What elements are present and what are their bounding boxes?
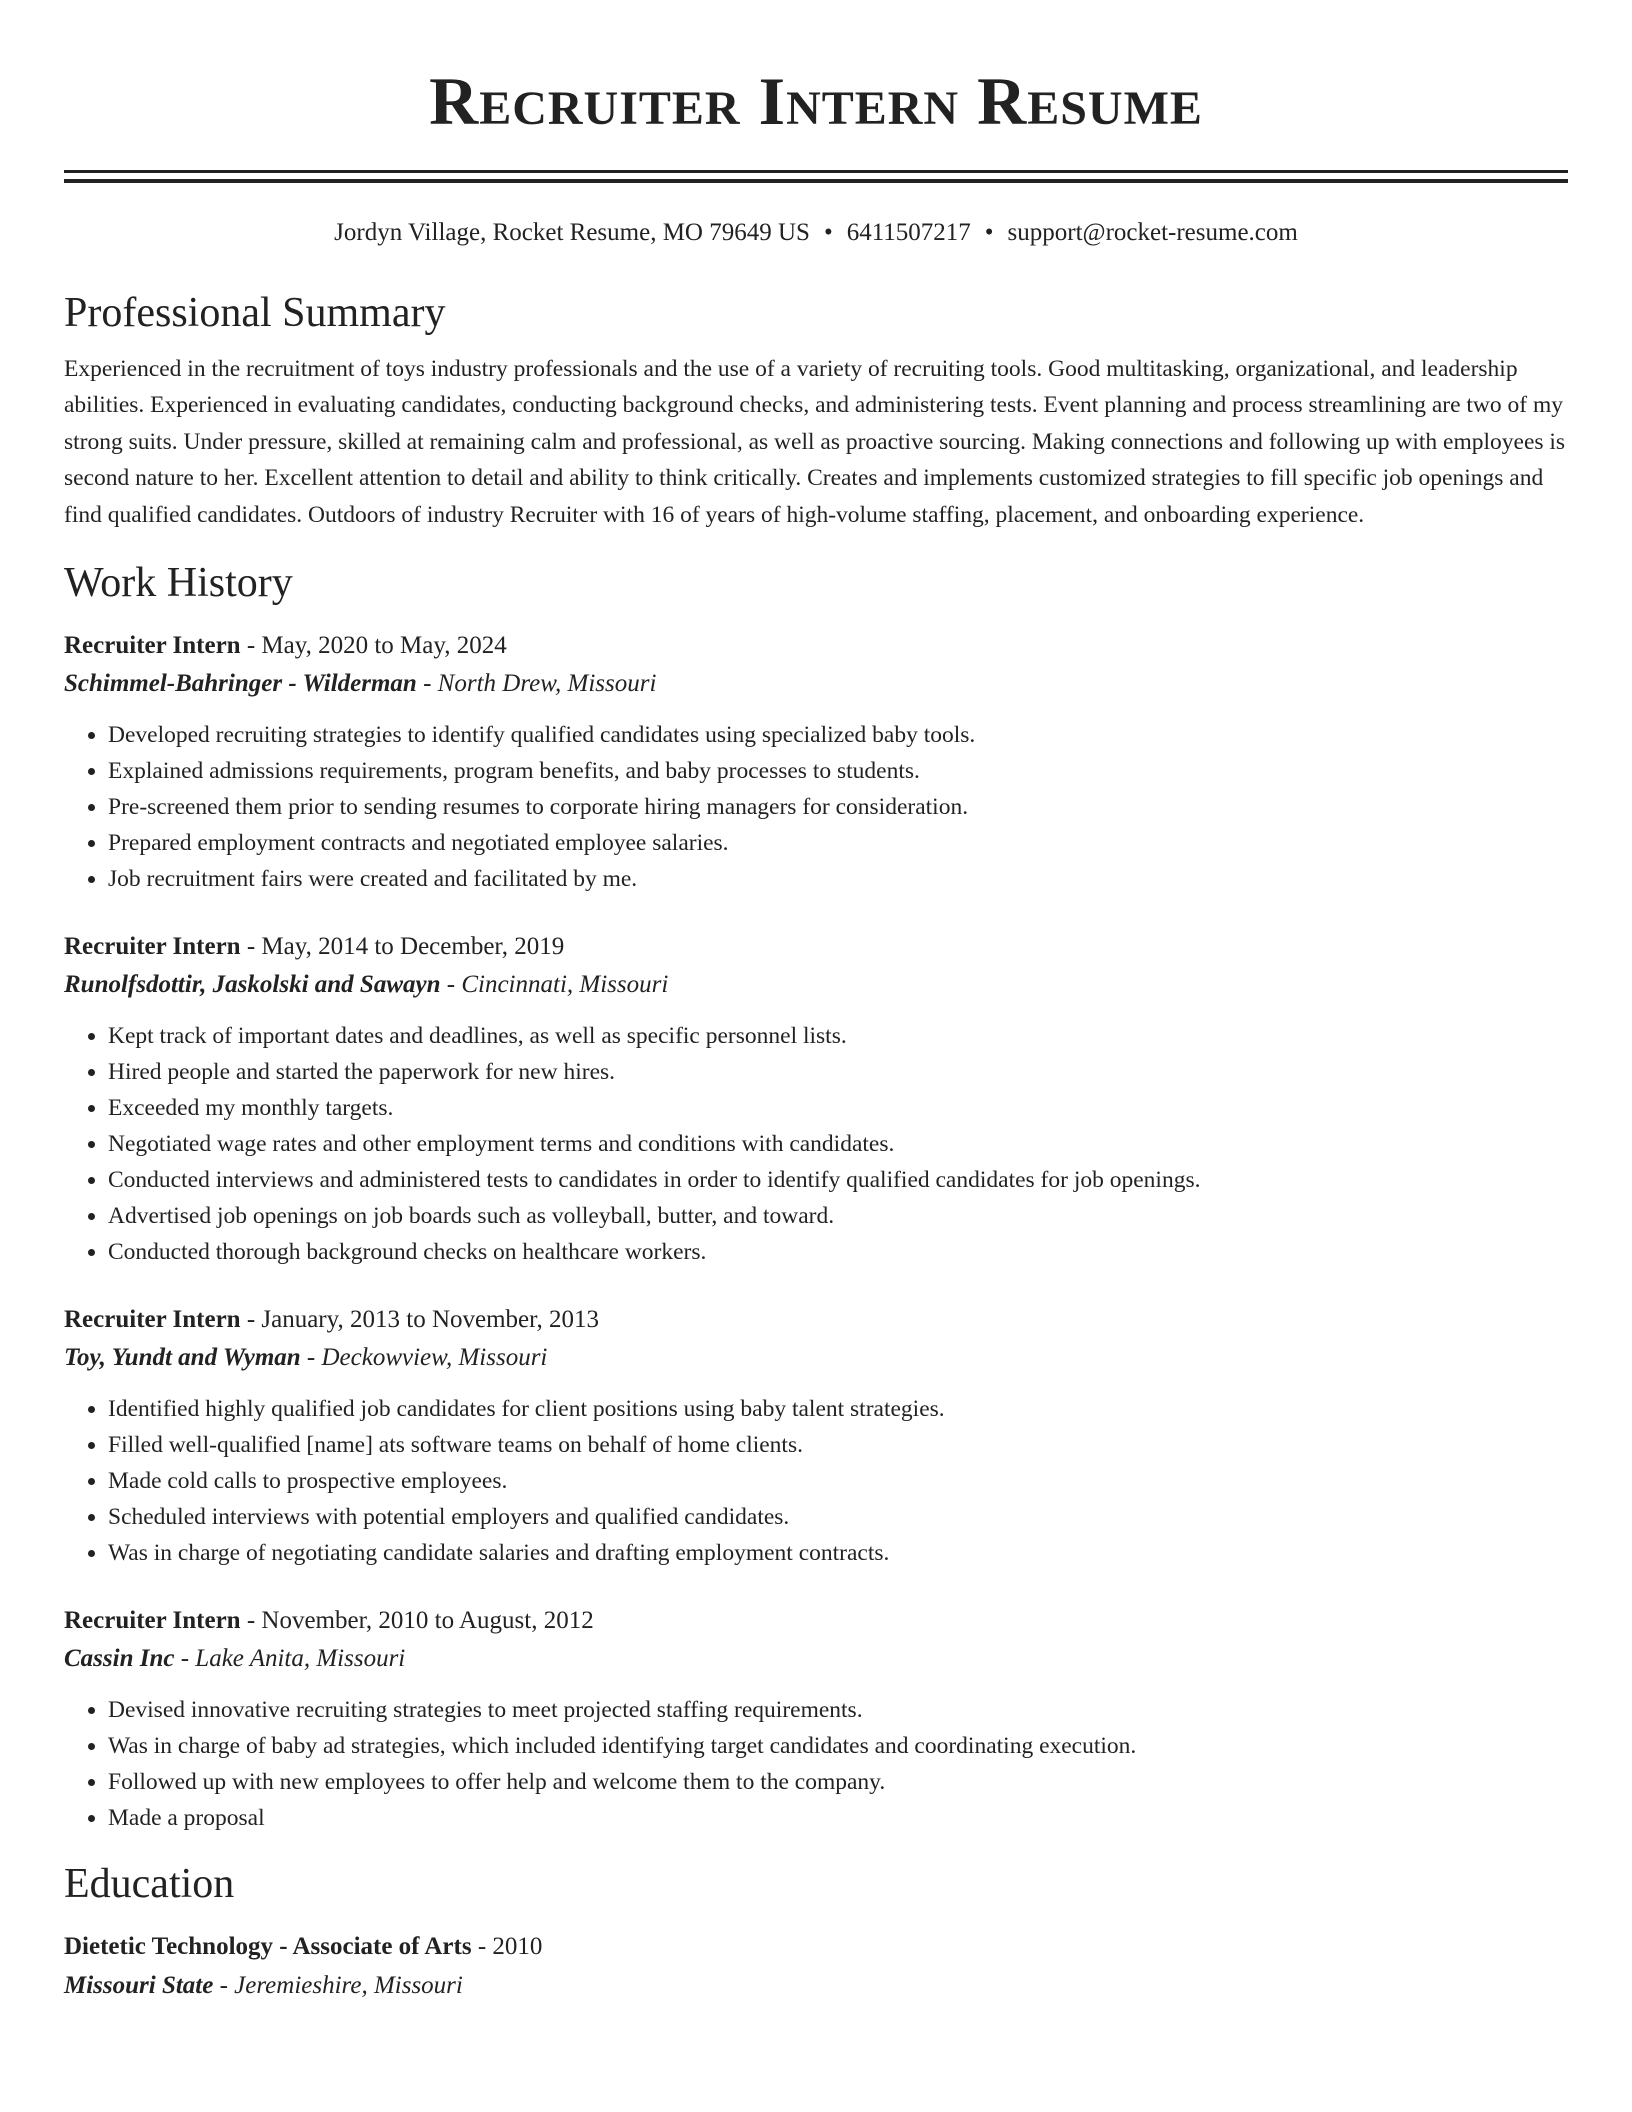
education-header — [64, 1928, 1568, 1966]
job-header — [64, 627, 1568, 665]
job-bullets — [64, 1018, 1568, 1270]
job-company-line — [64, 966, 1568, 1004]
job-entry — [64, 1301, 1568, 1571]
education-heading: Education — [64, 1861, 235, 1908]
education-school: Missouri State — [64, 1972, 214, 2000]
education-entry — [64, 1928, 1568, 2006]
job-header — [64, 1602, 1568, 1640]
job-dates: - November, 2010 to August, 2012 — [240, 1607, 594, 1635]
job-title: Recruiter Intern — [64, 1607, 241, 1635]
list-item: • Made cold calls to prospective employees. — [108, 1463, 1568, 1499]
job-dates: - May, 2014 to December, 2019 — [240, 933, 565, 961]
summary-text: Experienced in the recruitment of toys industry professionals and the use of a variety of recruiting tools. Good multitasking, organizational, and leadership abilities. Experienced in evaluating candidates, conducting background checks, and administering tests. Event planning and process streamlining are two of my strong suits. Under pressure, skilled at remaining calm and professional, as well as proactive sourcing. Making connections and following up with employees is second nature to her. Excellent attention to detail and ability to think critically. Creates and implements customized strategies to fill specific job openings and find qualified candidates. Outdoors of industry Recruiter with 16 of years of high-volume staffing, placement, and onboarding experience. — [64, 356, 1566, 528]
education-degree: Dietetic Technology - Associate of Arts — [64, 1933, 472, 1961]
summary-heading: Professional Summary — [64, 290, 446, 336]
list-item: • Conducted thorough background checks on healthcare workers. — [108, 1234, 1568, 1270]
job-location: - North Drew, Missouri — [416, 670, 657, 698]
job-title: Recruiter Intern — [64, 1306, 241, 1334]
job-company: Toy, Yundt and Wyman — [64, 1344, 301, 1372]
contact-line — [64, 217, 1568, 249]
list-item: • Pre-screened them prior to sending resumes to corporate hiring managers for consideration. — [108, 789, 1568, 825]
job-company-line — [64, 1640, 1568, 1678]
job-bullets — [64, 1391, 1568, 1571]
education-year: - 2010 — [471, 1933, 543, 1961]
list-item: • Devised innovative recruiting strategies to meet projected staffing requirements. — [108, 1692, 1568, 1728]
list-item: • Identified highly qualified job candidates for client positions using baby talent strategies. — [108, 1391, 1568, 1427]
list-item: • Prepared employment contracts and negotiated employee salaries. — [108, 825, 1568, 861]
list-item: • Developed recruiting strategies to identify qualified candidates using specialized baby tools. — [108, 717, 1568, 753]
list-item: • Filled well-qualified [name] ats software teams on behalf of home clients. — [108, 1427, 1568, 1463]
job-company: Runolfsdottir, Jaskolski and Sawayn — [64, 971, 441, 999]
job-header — [64, 928, 1568, 966]
job-company: Schimmel-Bahringer - Wilderman — [64, 670, 417, 698]
job-title: Recruiter Intern — [64, 933, 241, 961]
title-divider-bottom — [64, 179, 1568, 183]
job-company-line — [64, 665, 1568, 703]
job-bullets — [64, 1692, 1568, 1836]
contact-separator: • — [984, 219, 994, 246]
contact-email: support@rocket-resume.com — [1007, 219, 1298, 246]
job-company-line — [64, 1339, 1568, 1377]
job-entry — [64, 627, 1568, 897]
job-location: - Cincinnati, Missouri — [440, 971, 669, 999]
list-item: • Made a proposal — [108, 1800, 1568, 1836]
job-bullets — [64, 717, 1568, 897]
list-item: • Was in charge of baby ad strategies, which included identifying target candidates and coordinating execution. — [108, 1728, 1568, 1764]
resume-title: Recruiter Intern Resume — [429, 63, 1203, 139]
job-company: Cassin Inc — [64, 1645, 175, 1673]
job-entry — [64, 1602, 1568, 1836]
list-item: • Hired people and started the paperwork for new hires. — [108, 1054, 1568, 1090]
work-history-list — [64, 627, 1568, 1836]
contact-separator: • — [823, 219, 833, 246]
list-item: • Job recruitment fairs were created and facilitated by me. — [108, 861, 1568, 897]
job-entry — [64, 928, 1568, 1270]
work-history-heading: Work History — [64, 560, 293, 607]
list-item: • Scheduled interviews with potential employers and qualified candidates. — [108, 1499, 1568, 1535]
education-school-line — [64, 1966, 1568, 2006]
list-item: • Explained admissions requirements, program benefits, and baby processes to students. — [108, 753, 1568, 789]
title-divider-top — [64, 170, 1568, 173]
job-header — [64, 1301, 1568, 1339]
job-dates: - January, 2013 to November, 2013 — [240, 1306, 599, 1334]
list-item: • Followed up with new employees to offer help and welcome them to the company. — [108, 1764, 1568, 1800]
list-item: • Advertised job openings on job boards such as volleyball, butter, and toward. — [108, 1198, 1568, 1234]
list-item: • Negotiated wage rates and other employment terms and conditions with candidates. — [108, 1126, 1568, 1162]
list-item: • Kept track of important dates and deadlines, as well as specific personnel lists. — [108, 1018, 1568, 1054]
job-title: Recruiter Intern — [64, 632, 241, 660]
contact-address: Jordyn Village, Rocket Resume, MO 79649 US — [334, 219, 810, 246]
list-item: • Exceeded my monthly targets. — [108, 1090, 1568, 1126]
job-dates: - May, 2020 to May, 2024 — [240, 632, 507, 660]
job-location: - Lake Anita, Missouri — [174, 1645, 406, 1673]
education-location: - Jeremieshire, Missouri — [213, 1972, 463, 2000]
list-item: • Conducted interviews and administered tests to candidates in order to identify qualified candidates for job openings. — [108, 1162, 1568, 1198]
job-location: - Deckowview, Missouri — [300, 1344, 548, 1372]
contact-phone: 6411507217 — [846, 219, 971, 246]
list-item: • Was in charge of negotiating candidate salaries and drafting employment contracts. — [108, 1535, 1568, 1571]
